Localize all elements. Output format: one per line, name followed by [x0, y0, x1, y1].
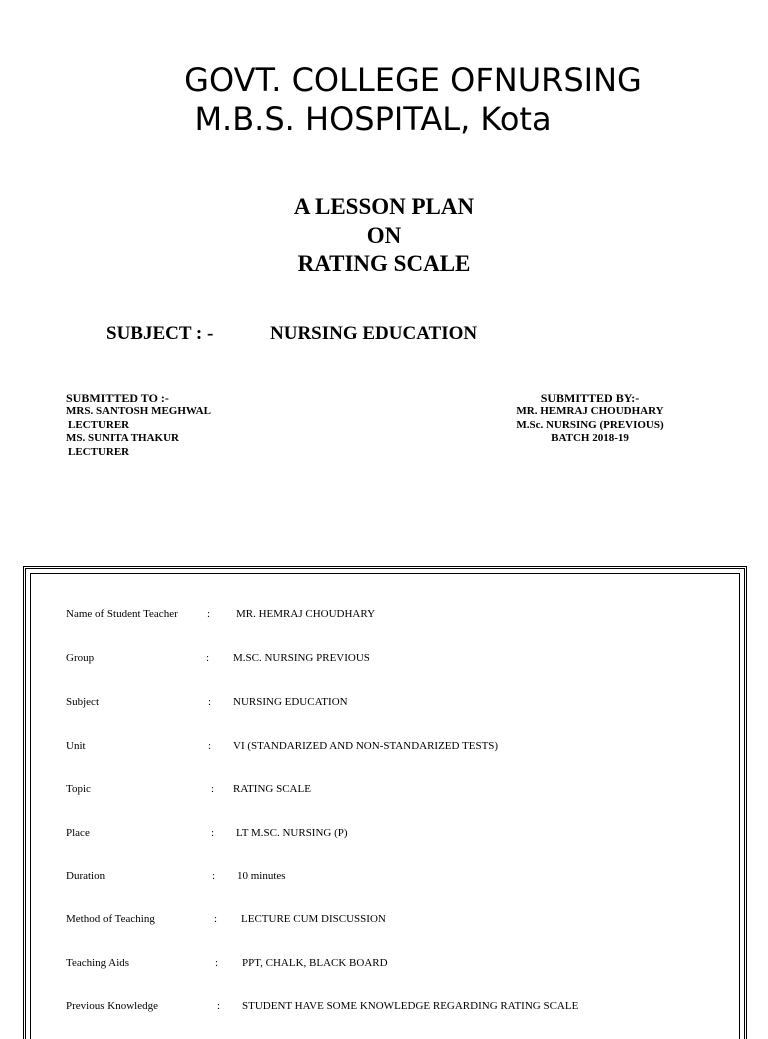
lesson-plan-topic: RATING SCALE — [297, 251, 471, 276]
detail-label: Unit — [66, 740, 86, 752]
submitted-to-line: LECTURER — [68, 445, 130, 458]
submitted-to-line: LECTURER — [68, 418, 130, 431]
detail-colon: : — [217, 1000, 221, 1012]
detail-colon: : — [212, 870, 216, 882]
submitted-by-line: M.Sc. NURSING (PREVIOUS) — [516, 418, 664, 431]
submitted-to-line: MS. SUNITA THAKUR — [66, 432, 179, 444]
detail-value: RATING SCALE — [233, 783, 311, 795]
detail-value: 10 minutes — [237, 870, 286, 882]
detail-value: PPT, CHALK, BLACK BOARD — [242, 957, 388, 969]
subject-value: NURSING EDUCATION — [270, 323, 478, 344]
lesson-plan-title: A LESSON PLAN — [293, 194, 475, 219]
submitted-to-block — [66, 391, 211, 459]
submitted-by-heading: SUBMITTED BY:- — [540, 391, 640, 405]
detail-colon: : — [211, 827, 215, 839]
detail-colon: : — [215, 957, 219, 969]
detail-colon: : — [206, 652, 210, 664]
lesson-plan-on: ON — [366, 223, 402, 248]
detail-label: Teaching Aids — [66, 957, 130, 969]
detail-colon: : — [208, 696, 212, 708]
detail-label: Subject — [66, 696, 99, 708]
submitted-to-line: MRS. SANTOSH MEGHWAL — [66, 405, 211, 417]
detail-value: LECTURE CUM DISCUSSION — [241, 913, 386, 925]
subject-label: SUBJECT : - — [106, 323, 214, 344]
detail-value: STUDENT HAVE SOME KNOWLEDGE REGARDING RATING SCALE — [242, 1000, 579, 1012]
detail-label: Name of Student Teacher — [66, 608, 178, 620]
submitted-by-line: MR. HEMRAJ CHOUDHARY — [516, 405, 664, 417]
submitted-to-heading: SUBMITTED TO :- — [66, 391, 169, 405]
submitted-by-line: BATCH 2018-19 — [551, 432, 629, 444]
detail-colon: : — [214, 913, 218, 925]
detail-value: M.SC. NURSING PREVIOUS — [233, 652, 370, 664]
detail-value: MR. HEMRAJ CHOUDHARY — [236, 608, 376, 620]
detail-label: Place — [66, 827, 90, 839]
detail-label: Previous Knowledge — [66, 1000, 158, 1012]
submitted-by-block — [480, 391, 700, 446]
detail-label: Duration — [66, 870, 106, 882]
hospital-name: M.B.S. HOSPITAL, Kota — [194, 100, 552, 138]
detail-colon: : — [208, 740, 212, 752]
detail-value: VI (STANDARIZED AND NON-STANDARIZED TESTS) — [233, 740, 499, 752]
detail-value: NURSING EDUCATION — [233, 696, 348, 708]
detail-label: Group — [66, 652, 95, 664]
detail-label: Method of Teaching — [66, 913, 155, 925]
detail-label: Topic — [66, 783, 91, 795]
detail-colon: : — [211, 783, 215, 795]
college-name: GOVT. COLLEGE OFNURSING — [184, 61, 642, 99]
detail-value: LT M.SC. NURSING (P) — [236, 827, 348, 839]
detail-colon: : — [207, 608, 211, 620]
